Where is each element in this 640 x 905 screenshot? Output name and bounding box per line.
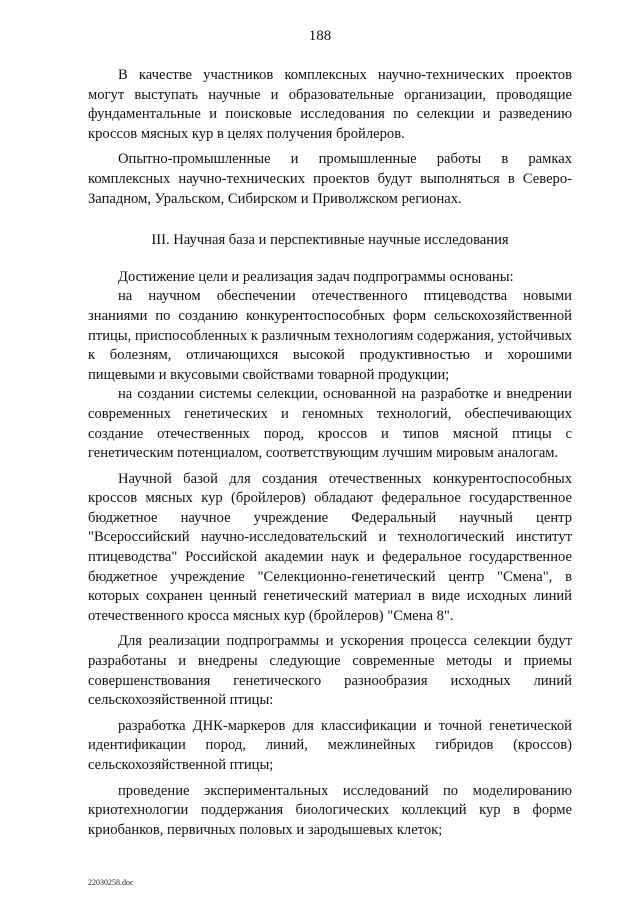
paragraph-goal-intro: Достижение цели и реализация задач подпрограммы основаны:	[118, 268, 514, 285]
paragraph-selection-system: на создании системы селекции, основанной на разработке и внедрении современных генетических и геномных технологий, обеспечивающих создание отечественных пород, кроссов и типов мясной птицы с генетическим потенциалом, соответствующим лучшим мировым аналогам.	[88, 386, 572, 462]
footer-filename: 22030258.doc	[88, 878, 134, 887]
paragraph-participants: В качестве участников комплексных научно-технических проектов могут выступать научные и образовательные организации, проводящие фундаментальные и поисковые исследования по селекции и разведению кроссов мясных кур в целях получения бройлеров.	[88, 67, 572, 142]
paragraph-scientific-base: Научной базой для создания отечественных конкурентоспособных кроссов мясных кур (бройлеров) обладают федеральное государственное бюджетное научное учреждение Федеральный научный центр "Всероссийский научно-исследовательский и технологический институт птицеводства" Российской академии наук и федеральное государственное бюджетное учреждение "Селекционно-генетический центр "Смена", в которых сохранен ценный генетический материал в виде исходных линий отечественного кросса мясных кур (бройлеров) "Смена 8".	[88, 470, 572, 624]
paragraph-methods-intro: Для реализации подпрограммы и ускорения процесса селекции будут разработаны и внедрены следующие современные методы и приемы совершенствования генетического разнообразия исходных линий сельскохозяйственной птицы:	[88, 633, 572, 709]
paragraph-cryotechnology: проведение экспериментальных исследований по моделированию криотехнологии поддержания биологических коллекций кур в форме криобанков, первичных половых и зародышевых клеток;	[88, 782, 572, 838]
page-number: 188	[308, 28, 332, 44]
section-heading: III. Научная база и перспективные научные исследования	[151, 232, 509, 249]
paragraph-scientific-support: на научном обеспечении отечественного птицеводства новыми знаниями по созданию конкурентоспособных форм сельскохозяйственной птицы, приспособленных к различным технологиям содержания, устойчивых к болезням, отличающихся высокой продуктивностью и хорошими пищевыми и вкусовыми свойствами товарной продукции;	[88, 288, 572, 383]
document-body	[88, 66, 572, 840]
paragraph-dna-markers: разработка ДНК-маркеров для классификации и точной генетической идентификации пород, линий, межлинейных гибридов (кроссов) сельскохозяйственной птицы;	[88, 717, 572, 773]
paragraph-regions: Опытно-промышленные и промышленные работы в рамках комплексных научно-технических проектов будут выполняться в Северо-Западном, Уральском, Сибирском и Приволжском регионах.	[88, 151, 572, 207]
